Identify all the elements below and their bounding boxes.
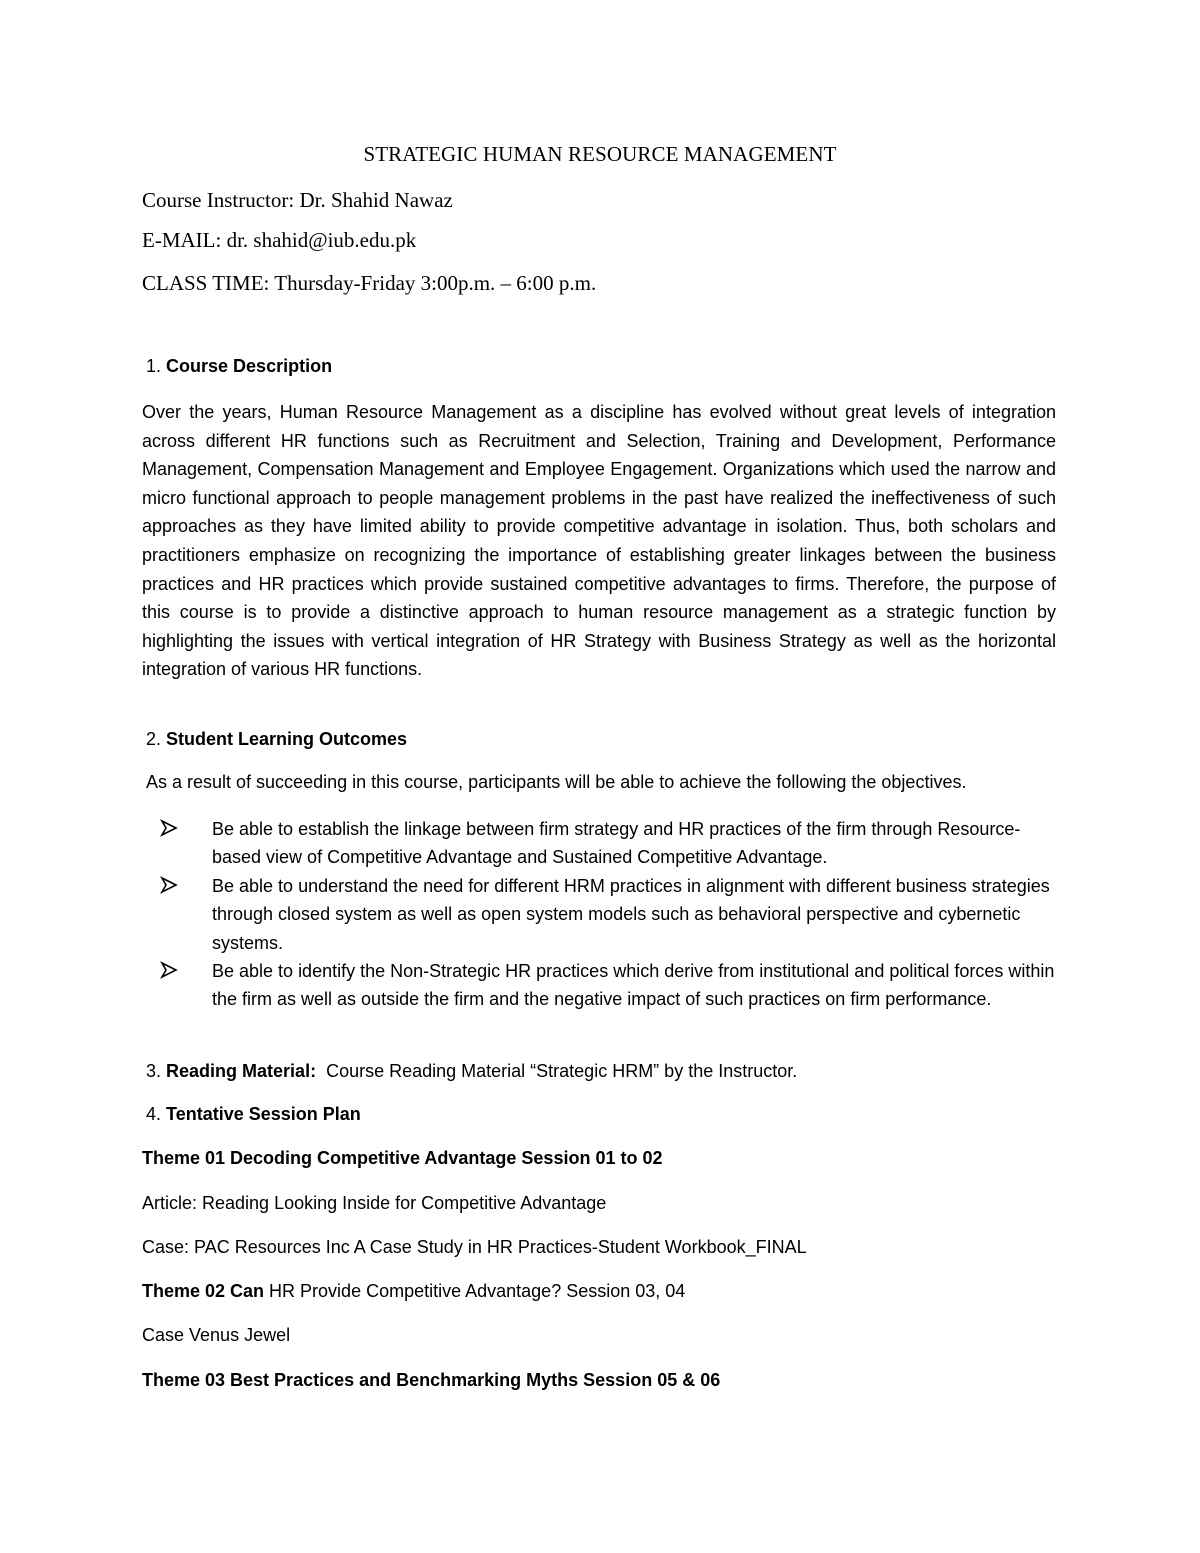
course-instructor: Course Instructor: Dr. Shahid Nawaz (142, 188, 453, 212)
objectives-list (160, 815, 1060, 1014)
objective-text: Be able to establish the linkage between firm strategy and HR practices of the firm through Resource-based view of Competitive Advantage and Sustained Competitive Advantage. (212, 819, 1021, 868)
course-description-body: Over the years, Human Resource Management as a discipline has evolved without great levels of integration across different HR functions such as Recruitment and Selection, Training and Development, Performance Management, Compensation Management and Employee Engagement. Organizations which used the narrow and micro functional approach to people management problems in the past have realized the ineffectiveness of such approaches as they have limited ability to provide competitive advantage in isolation. Thus, both scholars and practitioners emphasize on recognizing the importance of establishing greater linkages between the business practices and HR practices which provide sustained competitive advantages to firms. Therefore, the purpose of this course is to provide a distinctive approach to human resource management as a strategic function by highlighting the issues with vertical integration of HR Strategy with Business Strategy as well as the horizontal integration of various HR functions. (142, 402, 1056, 680)
section-heading-session-plan (146, 1104, 361, 1125)
reading-material (146, 1061, 797, 1082)
reading-material-text: Course Reading Material “Strategic HRM” by the Instructor. (316, 1061, 798, 1081)
arrow-bullet-icon (160, 876, 178, 894)
theme-03-heading: Theme 03 Best Practices and Benchmarking Myths Session 05 & 06 (142, 1370, 721, 1390)
objective-text: Be able to understand the need for different HRM practices in alignment with different business strategies through closed system as well as open system models such as behavioral perspective and cybernetic systems. (212, 875, 1050, 953)
list-item (160, 872, 1060, 957)
theme-01-heading: Theme 01 Decoding Competitive Advantage Session 01 to 02 (142, 1148, 663, 1168)
section-number: 4. (146, 1104, 162, 1124)
theme-02-heading-rest: HR Provide Competitive Advantage? Session 03, 04 (264, 1281, 686, 1301)
learning-outcomes-intro: As a result of succeeding in this course, participants will be able to achieve the following the objectives. (146, 772, 967, 792)
document-title: STRATEGIC HUMAN RESOURCE MANAGEMENT (363, 142, 837, 166)
instructor-email: E-MAIL: dr. shahid@iub.edu.pk (142, 228, 417, 252)
section-heading-text: Student Learning Outcomes (166, 729, 408, 749)
theme-01-article: Article: Reading Looking Inside for Competitive Advantage (142, 1193, 607, 1213)
arrow-bullet-icon (160, 961, 178, 979)
objective-text: Be able to identify the Non-Strategic HR practices which derive from institutional and political forces within the firm as well as outside the firm and the negative impact of such practices on firm performance. (212, 961, 1055, 1010)
arrow-bullet-icon (160, 819, 178, 837)
list-item (160, 815, 1060, 872)
section-number: 3. (146, 1061, 162, 1081)
theme-01-case: Case: PAC Resources Inc A Case Study in HR Practices-Student Workbook_FINAL (142, 1237, 807, 1257)
section-number: 1. (146, 356, 162, 376)
theme-02-heading-bold: Theme 02 Can (142, 1281, 265, 1301)
section-heading-text: Course Description (166, 356, 333, 376)
list-item (160, 957, 1060, 1014)
theme-02-case: Case Venus Jewel (142, 1325, 291, 1345)
reading-material-label-text: Reading Material: (166, 1061, 317, 1081)
class-time: CLASS TIME: Thursday-Friday 3:00p.m. – 6:00 p.m. (142, 271, 597, 295)
theme-02-heading (142, 1281, 685, 1302)
section-heading-text: Tentative Session Plan (166, 1104, 361, 1124)
section-heading-learning-outcomes (146, 729, 407, 750)
section-heading-course-description (146, 356, 332, 377)
section-number: 2. (146, 729, 162, 749)
reading-material-label (146, 1061, 316, 1081)
